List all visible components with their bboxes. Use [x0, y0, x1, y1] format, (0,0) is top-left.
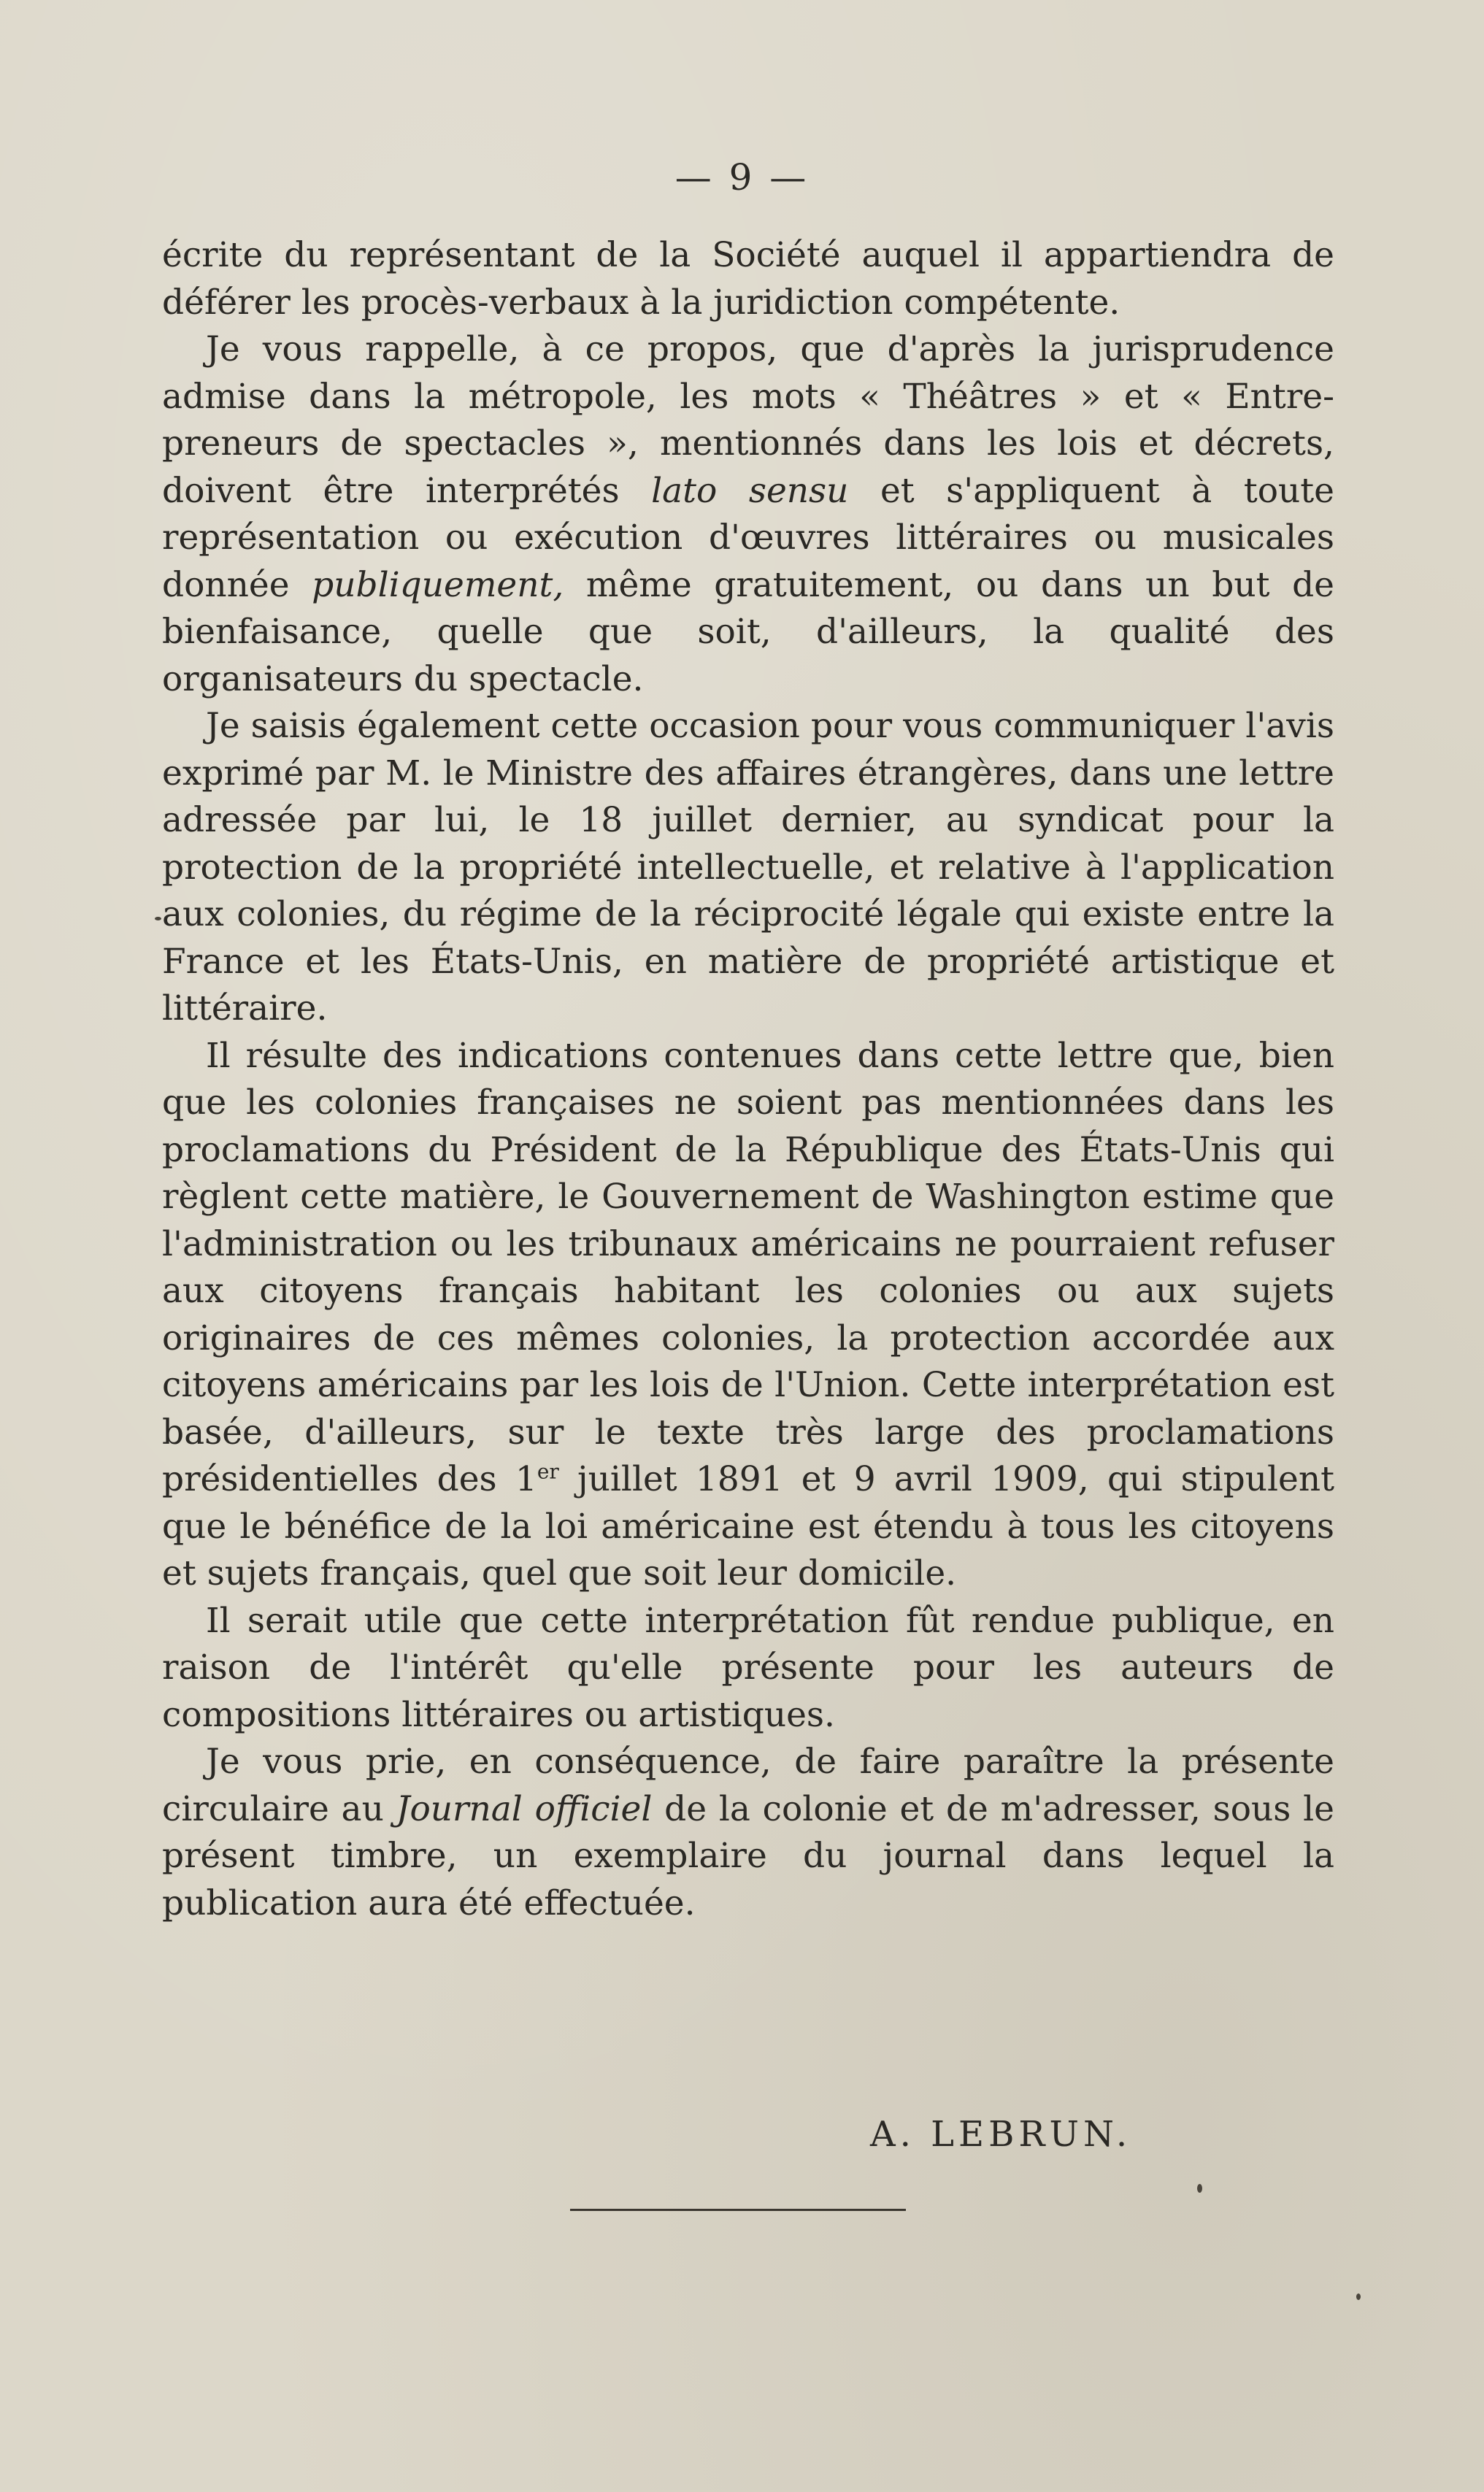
text-run: même gratuitement, ou dans un but de bienfaisance, quelle que soit, d'ailleurs, la qualité des organisateurs du spectacle.	[162, 564, 1334, 699]
paragraph	[162, 1033, 1334, 1598]
ink-speck	[1197, 2184, 1202, 2193]
page-number: — 9 —	[674, 156, 810, 199]
text-run: Je vous rappelle, à ce propos, que d'après la jurisprudence admise dans la métropole, les mots « Théâtres » et « Entrepreneurs de spectacles », mentionnés dans les lois et décrets, doivent être interprétés	[162, 329, 1334, 511]
text-run: et s'appliquent à toute représentation ou exécution d'œuvres littéraires ou musicales donnée	[162, 470, 1334, 605]
italic-text: publiquement,	[312, 564, 564, 605]
paragraph	[162, 232, 1334, 326]
text-run: écrite du représentant de la Société auquel il appartiendra de déférer les procès-verbaux à la juridiction compétente.	[162, 235, 1334, 323]
closing-rule	[570, 2209, 906, 2211]
paragraph	[162, 326, 1334, 703]
text-run: Je saisis également cette occasion pour vous communiquer l'avis exprimé par M. le Ministre des affaires étrangères, dans une lettre adressée par lui, le 18 juillet dernier, au syndicat pour la protection de la propriété intellectuelle, et relative à l'application aux colonies, du régime de la réciprocité légale qui existe entre la France et les États-Unis, en matière de propriété artistique et littéraire.	[162, 706, 1334, 1028]
body-text	[162, 232, 1334, 1927]
ink-speck	[155, 917, 161, 920]
paragraph	[162, 1598, 1334, 1739]
ink-speck	[1356, 2293, 1361, 2300]
paragraph	[162, 1739, 1334, 1927]
text-run: Il résulte des indications contenues dans cette lettre que, bien que les colonies françaises ne soient pas mentionnées dans les proclamations du Président de la République des États-Unis qui règlent cette matière, le Gouvernement de Washington estime que l'administration ou les tribunaux américains ne pourraient refuser aux citoyens français habitant les colonies ou aux sujets originaires de ces mêmes colonies, la protection accordée aux citoyens américains par les lois de l'Union. Cette interprétation est basée, d'ailleurs, sur le texte très large des proclamations présidentielles des 1	[162, 1035, 1334, 1499]
text-run: Je vous prie, en conséquence, de faire paraître la présente circulaire au	[162, 1742, 1334, 1829]
text-run: de la colonie et de m'adresser, sous le présent timbre, un exemplaire du journal dans lequel la publication aura été effectuée.	[162, 1788, 1334, 1923]
paragraph	[162, 703, 1334, 1033]
italic-text: Journal officiel	[396, 1788, 653, 1829]
signature: A. LEBRUN.	[870, 2114, 1132, 2155]
text-run: juillet 1891 et 9 avril 1909, qui stipulent que le bénéfice de la loi américaine est étendu à tous les citoyens et sujets français, quel que soit leur domicile.	[162, 1459, 1334, 1593]
text-run: Il serait utile que cette interprétation fût rendue publique, en raison de l'intérêt qu'elle présente pour les auteurs de compositions littéraires ou artistiques.	[162, 1600, 1334, 1735]
superscript: er	[537, 1459, 559, 1484]
italic-text: lato sensu	[651, 470, 849, 511]
